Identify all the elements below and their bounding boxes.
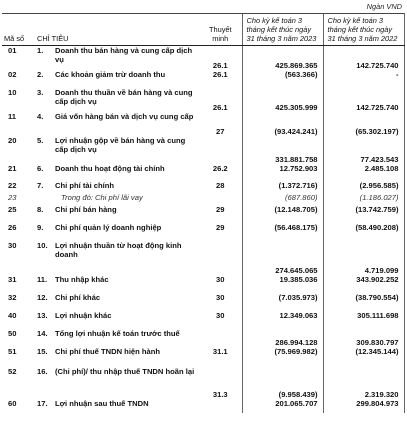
row-value-2023: 201.065.707 (242, 399, 323, 413)
row-code: 31 (8, 274, 17, 284)
row-value-2023: 274.645.065 (242, 241, 323, 275)
row-note: 29 (216, 222, 225, 232)
header-row (2, 14, 404, 46)
row-note: 30 (216, 292, 225, 302)
row-value-2022: (12.345.144) (323, 347, 404, 367)
row-value-2022: (2.956.585) (323, 181, 404, 193)
table-row (2, 164, 404, 181)
table-row (2, 205, 404, 223)
table-row (2, 70, 404, 88)
row-note (199, 136, 242, 164)
row-note: 26.1 (212, 60, 228, 70)
row-item-name: (Chi phí)/ thu nhập thuế TNDN hoãn lại (55, 366, 195, 376)
row-item-name: Doanh thu hoạt động tài chính (55, 163, 165, 173)
row-item-name: Chi phí thuế TNDN hiện hành (55, 346, 161, 356)
row-item-name: Chi phí bán hàng (55, 204, 117, 214)
table-row (2, 88, 404, 112)
row-note: 30 (216, 310, 225, 320)
row-value-2023: 12.752.903 (242, 164, 323, 181)
row-value-2022: 299.804.973 (323, 399, 404, 413)
row-code: 40 (8, 310, 17, 320)
row-item-name: Lợi nhuận gộp về bán hàng và cung cấp dịch vụ (55, 135, 186, 154)
row-number: 9. (37, 222, 44, 232)
row-code: 51 (8, 346, 17, 356)
row-number: 15. (37, 346, 48, 356)
row-value-2023: (12.148.705) (242, 205, 323, 223)
table-row (2, 367, 404, 399)
row-value-2023: 12.349.063 (242, 311, 323, 329)
row-number: 7. (37, 180, 44, 190)
row-code: 26 (8, 222, 17, 232)
row-value-2022: 2.319.320 (323, 367, 404, 399)
row-note (199, 241, 242, 275)
table-row (2, 136, 404, 164)
row-number: 12. (37, 292, 48, 302)
row-value-2022: 343.902.252 (323, 275, 404, 293)
income-statement-table (2, 13, 405, 413)
table-row (2, 181, 404, 193)
row-item-name: Giá vốn hàng bán và dịch vụ cung cấp (55, 111, 194, 121)
row-code: 23 (8, 192, 17, 202)
row-value-2022: (65.302.197) (323, 112, 404, 136)
row-number: 5. (37, 135, 44, 145)
row-value-2022: (1.186.027) (323, 193, 404, 205)
row-code: 32 (8, 292, 17, 302)
row-value-2022: 309.830.797 (323, 329, 404, 347)
header-code: Mã số (2, 14, 35, 46)
row-value-2023: 331.881.758 (242, 136, 323, 164)
row-value-2022: (58.490.208) (323, 223, 404, 241)
table-row (2, 193, 404, 205)
row-number: 10. (37, 240, 48, 250)
row-item-name: Lợi nhuận thuần từ hoạt động kinh doanh (55, 240, 182, 259)
row-code: 30 (8, 240, 17, 250)
table-row (2, 329, 404, 347)
row-value-2023: (1.372.716) (242, 181, 323, 193)
row-value-2023: 286.994.128 (242, 329, 323, 347)
row-code: 60 (8, 398, 17, 408)
row-number (35, 193, 53, 205)
row-item-name: Doanh thu thuần về bán hàng và cung cấp dịch vụ (55, 87, 193, 106)
header-period-2023: Cho kỳ kế toán 3 tháng kết thúc ngày 31 tháng 3 năm 2023 (242, 14, 323, 46)
row-note: 29 (216, 204, 225, 214)
row-note: 30 (216, 274, 225, 284)
row-note: 28 (216, 180, 225, 190)
row-value-2023: 19.385.036 (242, 275, 323, 293)
row-value-2022: 77.423.543 (323, 136, 404, 164)
row-value-2023: (563.366) (242, 70, 323, 88)
row-item-name: Trong đó: Chi phí lãi vay (61, 192, 143, 202)
row-value-2022: 2.485.108 (323, 164, 404, 181)
row-number: 4. (37, 111, 44, 121)
row-note (199, 329, 242, 347)
header-item: CHỈ TIÊU (35, 14, 199, 46)
row-number: 14. (37, 328, 48, 338)
row-number: 2. (37, 69, 44, 79)
row-value-2022: 142.725.740 (323, 88, 404, 112)
table-row (2, 241, 404, 275)
table-row (2, 46, 404, 70)
row-value-2023: (56.468.175) (242, 223, 323, 241)
row-note (199, 399, 242, 413)
row-value-2022: 305.111.698 (323, 311, 404, 329)
row-item-name: Lợi nhuận khác (55, 310, 112, 320)
header-period-2022: Cho kỳ kế toán 3 tháng kết thúc ngày 31 tháng 3 năm 2022 (323, 14, 404, 46)
row-code: 25 (8, 204, 17, 214)
row-value-2022: 142.725.740 (323, 46, 404, 70)
row-code: 21 (8, 163, 17, 173)
row-code: 52 (8, 366, 17, 376)
table-row (2, 347, 404, 367)
row-note: 27 (216, 126, 225, 136)
row-number: 3. (37, 87, 44, 97)
row-code: 10 (8, 87, 17, 97)
header-note: Thuyết minh (199, 14, 242, 46)
row-code: 50 (8, 328, 17, 338)
table-row (2, 275, 404, 293)
row-value-2023: (7.035.973) (242, 293, 323, 311)
row-item-name: Doanh thu bán hàng và cung cấp dịch vụ (55, 46, 193, 64)
row-value-2023: (687.860) (242, 193, 323, 205)
unit-label: Ngàn VND (366, 2, 402, 11)
row-item-name: Tổng lợi nhuận kế toán trước thuế (55, 328, 180, 338)
row-value-2022: (38.790.554) (323, 293, 404, 311)
row-code: 20 (8, 135, 17, 145)
row-value-2023: (93.424.241) (242, 112, 323, 136)
row-code: 02 (8, 69, 17, 79)
row-code: 11 (8, 111, 17, 121)
row-item-name: Chi phí khác (55, 292, 101, 302)
row-item-name: Chi phí tài chính (55, 180, 115, 190)
row-number: 1. (37, 46, 44, 55)
row-note: 26.2 (212, 163, 228, 173)
table-row (2, 293, 404, 311)
row-note: 31.1 (212, 346, 228, 356)
row-note: 26.1 (212, 69, 228, 79)
row-value-2022: 4.719.099 (323, 241, 404, 275)
row-number: 16. (37, 366, 48, 376)
table-row (2, 311, 404, 329)
row-value-2023: 425.869.365 (242, 46, 323, 70)
row-note: 26.1 (212, 102, 228, 112)
row-item-name: Chi phí quản lý doanh nghiệp (55, 222, 162, 232)
row-number: 11. (37, 274, 48, 284)
row-value-2022: (13.742.759) (323, 205, 404, 223)
row-note (199, 193, 242, 205)
row-value-2023: 425.305.999 (242, 88, 323, 112)
row-value-2023: (75.969.982) (242, 347, 323, 367)
row-number: 6. (37, 163, 44, 173)
table-row (2, 399, 404, 413)
row-number: 17. (37, 398, 48, 408)
row-number: 8. (37, 204, 44, 214)
row-value-2023: (9.958.439) (242, 367, 323, 399)
row-item-name: Thu nhập khác (55, 274, 109, 284)
row-value-2022: - (323, 70, 404, 88)
row-item-name: Các khoản giảm trừ doanh thu (55, 69, 166, 79)
row-code: 22 (8, 180, 17, 190)
table-row (2, 112, 404, 136)
row-code: 01 (8, 46, 17, 55)
row-number: 13. (37, 310, 48, 320)
row-item-name: Lợi nhuận sau thuế TNDN (55, 398, 149, 408)
row-note: 31.3 (212, 389, 228, 399)
table-body (2, 46, 404, 413)
table-row (2, 223, 404, 241)
